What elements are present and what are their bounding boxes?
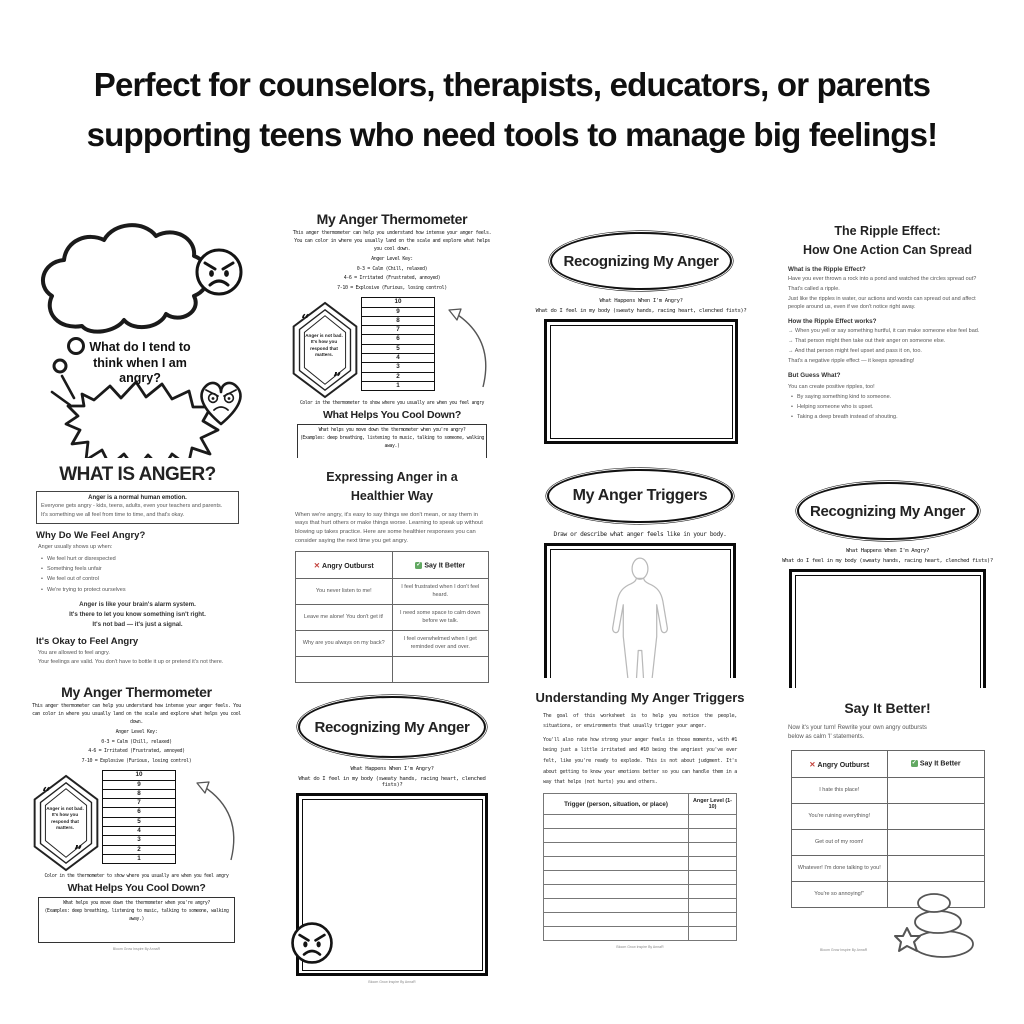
page-ripple-effect: The Ripple Effect: How One Action Can Spread What is the Ripple Effect? Have you ever thrown a rock into a pond and watched the circles spread out? That's called a ripple. Just like the ripples in water, our actions and words can spread out and affect people around us, even if we don't notice right away. How the Ripple Effect works? → When you yell or say something hurtful, it can make someone else feel bad. → That person might then take out their anger on someone else. → And that person might feel upset and pass it on, too. That's a negative ripple effect — it keeps spreading! But Guess What? You can create positive ripples, too! • By saying something kind to someone. • Helping someone who is upset. • Taking a deep breath instead of shouting. [780, 212, 995, 455]
page-what-is-anger: WHAT IS ANGER? Anger is a normal human emotion. Everyone gets angry - kids, teens, adults, even your teachers and parents. It's something we all feel from time to time, and that's okay. Why Do We Feel Angry? Anger usually shows up when: • We feel hurt or disrespected • Something feels unfair • We feel out of control • We're trying to protect ourselves Anger is like your brain's alarm system. It's there to let you know something isn't right. It's not bad — it's just a signal. It's Okay to Feel Angry You are allowed to feel angry. Your feelings are valid. You don't have to bottle it up or pretend it's not there. [30, 458, 245, 685]
burst-bubble-icon [66, 382, 218, 470]
column-header-outburst: ✕ Angry Outburst [296, 552, 393, 579]
close-quote-icon: ” [333, 369, 342, 388]
thought-cloud-icon [22, 208, 250, 455]
credit-line: Bloom Grow Inspire By AnnaR [616, 945, 664, 950]
scale-cell: 5 [362, 345, 434, 354]
page-title: WHAT IS ANGER? [59, 464, 216, 485]
cooldown-title: What Helps You Cool Down? [67, 882, 206, 895]
key-title: Anger Level Key: [115, 729, 158, 736]
scale-cell: 10 [103, 771, 175, 780]
intro-paragraph-1: The goal of this worksheet is to help you notice the people, situations, or environments that usually trigger your anger. [543, 712, 737, 730]
arrow-annotation-icon [439, 299, 495, 391]
thermometer-scale [102, 770, 176, 864]
badge-quote: Anger is not bad. It's how you respond that matters. [46, 806, 84, 830]
badge-quote: Anger is not bad. It's how you respond that matters. [305, 333, 343, 357]
zen-stones-icon [885, 886, 985, 958]
section-heading: Why Do We Feel Angry? [36, 529, 146, 541]
key-title: Anger Level Key: [371, 256, 413, 263]
angry-face-icon [197, 250, 241, 294]
section-heading: It's Okay to Feel Angry [36, 635, 139, 647]
key-line: 0-3 = Calm (Chill, relaxed) [101, 738, 172, 745]
page-understanding-triggers [535, 678, 745, 958]
cooldown-examples: (Examples: deep breathing, listening to music, talking to someone, walking away.) [44, 908, 229, 922]
scale-cell: 2 [103, 846, 175, 855]
cooldown-examples: (Examples: deep breathing, listening to music, talking to someone, walking away.) [299, 435, 485, 449]
arrow-annotation-icon [187, 772, 243, 864]
key-line: 7-10 = Explosive (Furious, losing control) [337, 284, 447, 291]
page-title: Recognizing My Anger [797, 482, 979, 540]
scale-cell: 6 [103, 808, 175, 817]
page-title: My Anger Triggers [547, 469, 733, 523]
scale-cell: 2 [362, 373, 434, 382]
better-cell: I feel overwhelmed when I get reminded over and over. [392, 631, 489, 657]
page-recognizing-anger-3 [287, 686, 497, 984]
headline [0, 60, 1024, 160]
page-thought-cloud [22, 208, 250, 455]
credit-line: Bloom Grow Inspire By AnnaR [368, 980, 416, 984]
cooldown-title: What Helps You Cool Down? [322, 409, 462, 422]
outburst-table [295, 551, 489, 683]
answer-cell [888, 856, 985, 882]
trigger-table [543, 793, 737, 941]
prompt-text: Draw or describe what anger feels like in your body. [553, 531, 727, 538]
intro-text: When we're angry, it's easy to say things we don't mean, or say them in ways that hurt others or make things worse. Learning to speak up without blowing up takes practice. Here are some healthier responses you can consider saying the next time you get angry. [295, 511, 483, 544]
page-title: Recognizing My Anger [550, 232, 732, 290]
definition-box: Anger is a normal human emotion. Everyone gets angry - kids, teens, adults, even your teachers and parents. It's something we all feel from time to time, and that's okay. [36, 491, 239, 524]
intro-text: This anger thermometer can help you understand how intense your anger feels. You can color in where you usually land on the scale and explore what helps you cool down. [292, 230, 492, 252]
outburst-cell [296, 657, 393, 683]
column-header-level: Anger Level (1-10) [689, 794, 737, 815]
page-title: The Ripple Effect: How One Action Can Spread [802, 224, 972, 257]
headline-line1: Perfect for counselors, therapists, educators, or parents [93, 66, 931, 103]
open-quote-icon: “ [42, 784, 51, 803]
empty-row [544, 843, 689, 857]
scale-cell: 5 [103, 818, 175, 827]
thermometer-scale [361, 297, 435, 391]
cooldown-question: What helps you move down the thermometer when you're angry? [318, 428, 466, 434]
better-cell: I feel frustrated when I don't feel heard. [392, 579, 489, 605]
outburst-cell: You never listen to me! [296, 579, 393, 605]
color-note: Color in the thermometer to show where you usually are when you feel angry [299, 401, 485, 407]
credit-line: Bloom Grow Inspire By AnnaR [112, 947, 161, 952]
angry-face-icon [289, 920, 335, 966]
outburst-cell: Whatever! I'm done talking to you! [791, 856, 888, 882]
scale-cell: 9 [362, 308, 434, 317]
column-header-outburst: ✕ Angry Outburst [791, 751, 888, 778]
page-title: Expressing Anger in a Healthier Way [326, 470, 458, 503]
page-title: Recognizing My Anger [298, 696, 486, 758]
action-lines-icon [52, 376, 74, 405]
key-line: 4-6 = Irritated (Frustrated, annoyed) [343, 275, 441, 282]
body-outline-icon [596, 550, 684, 700]
scale-cell: 8 [362, 317, 434, 326]
question-2: What do I feel in my body (sweaty hands, racing heart, clenched fists)? [535, 308, 747, 314]
star-icon [895, 928, 920, 951]
scale-cell: 7 [103, 799, 175, 808]
empty-row [544, 899, 689, 913]
x-icon: ✕ [809, 759, 816, 769]
page-say-it-better [780, 688, 995, 960]
question-1: What Happens When I'm Angry? [599, 298, 683, 304]
section-heading: What is the Ripple Effect? [788, 265, 866, 273]
answer-cell [888, 830, 985, 856]
color-note: Color in the thermometer to show where you usually are when you feel angry [44, 874, 229, 880]
empty-row [544, 871, 689, 885]
angry-heart-icon [202, 383, 241, 424]
rewrite-table [791, 750, 985, 908]
cloud-prompt: What do I tend to think when I am angry? [89, 340, 191, 386]
empty-row [544, 913, 689, 927]
question-2: What do I feel in my body (sweaty hands, racing heart, clenched fists)? [298, 776, 486, 788]
empty-row [544, 857, 689, 871]
page-anger-triggers-body [535, 463, 745, 682]
column-header-trigger: Trigger (person, situation, or place) [544, 794, 689, 815]
answer-cell [888, 778, 985, 804]
empty-row [544, 815, 689, 829]
page-title: My Anger Thermometer [316, 211, 468, 227]
scale-cell: 4 [103, 827, 175, 836]
page-title: Say It Better! [844, 700, 931, 716]
close-quote-icon: ” [74, 842, 83, 861]
outburst-cell: Leave me alone! You don't get it! [296, 605, 393, 631]
section-heading: How the Ripple Effect works? [788, 317, 877, 325]
key-line: 7-10 = Explosive (Furious, losing control) [81, 757, 192, 764]
page-recognizing-anger-1 [535, 222, 747, 455]
scale-cell: 7 [362, 326, 434, 335]
question-2: What do I feel in my body (sweaty hands, racing heart, clenched fists)? [782, 558, 993, 564]
page-recognizing-anger-2 [780, 472, 995, 680]
scale-cell: 8 [103, 790, 175, 799]
check-icon: ✓ [416, 561, 422, 568]
credit-line: Bloom Grow Inspire By AnnaR [820, 948, 868, 952]
check-icon: ✓ [911, 760, 917, 767]
answer-box [544, 319, 738, 444]
intro-paragraph-2: You'll also rate how strong your anger feels in those moments, with #1 being just a little irritated and #10 being the angriest you've ever felt, like you're ready to explode. This is not about judgment. It's about getting to know your emotions better so you can handle them in a way that helps (not hurts) you and others. [543, 736, 737, 786]
intro-text: Now it's your turn! Rewrite your own angry outbursts below as calm 'I' statements. [788, 725, 927, 740]
scale-cell: 3 [103, 836, 175, 845]
empty-row [544, 885, 689, 899]
column-header-better: ✓ Say It Better [888, 751, 985, 778]
key-line: 4-6 = Irritated (Frustrated, annoyed) [88, 748, 185, 755]
section-heading: But Guess What? [788, 371, 841, 379]
page-title: My Anger Thermometer [61, 684, 212, 700]
better-cell [392, 657, 489, 683]
column-header-better: ✓ Say It Better [392, 552, 489, 579]
page-expressing-anger [287, 458, 497, 678]
scale-cell: 3 [362, 363, 434, 372]
empty-row [544, 927, 689, 941]
page-anger-thermometer-2 [28, 676, 245, 965]
scale-cell: 4 [362, 354, 434, 363]
empty-row [544, 829, 689, 843]
x-icon: ✕ [313, 560, 321, 570]
question-1: What Happens When I'm Angry? [845, 548, 930, 554]
intro-text: This anger thermometer can help you understand how intense your anger feels. You can color in where you usually land on the scale and explore what helps you cool down. [32, 703, 241, 725]
outburst-cell: You're ruining everything! [791, 804, 888, 830]
outburst-cell: Get out of my room! [791, 830, 888, 856]
page-title: Understanding My Anger Triggers [535, 690, 745, 705]
open-quote-icon: “ [301, 311, 310, 330]
scale-cell: 9 [103, 781, 175, 790]
answer-cell [888, 804, 985, 830]
outburst-cell: I hate this place! [791, 778, 888, 804]
outburst-cell: Why are you always on my back? [296, 631, 393, 657]
drawing-box [544, 543, 736, 684]
better-cell: I need some space to calm down before we talk. [392, 605, 489, 631]
alarm-callout: Anger is like your brain's alarm system. It's there to let you know something isn't right. It's not bad — it's just a signal. [69, 600, 206, 628]
headline-line2: supporting teens who need tools to manage big feelings! [86, 116, 938, 153]
cooldown-question: What helps you move down the thermometer when you're angry? [63, 901, 210, 907]
cooldown-answer-box [38, 897, 235, 943]
scale-cell: 1 [396, 381, 400, 389]
scale-cell: 10 [362, 298, 434, 307]
key-line: 0-3 = Calm (Chill, relaxed) [356, 265, 428, 272]
question-1: What Happens When I'm Angry? [350, 766, 434, 772]
page-anger-thermometer-1 [287, 203, 497, 455]
outburst-cell: You're so annoying!" [791, 882, 888, 908]
scale-cell: 1 [137, 854, 141, 862]
scale-cell: 6 [362, 335, 434, 344]
